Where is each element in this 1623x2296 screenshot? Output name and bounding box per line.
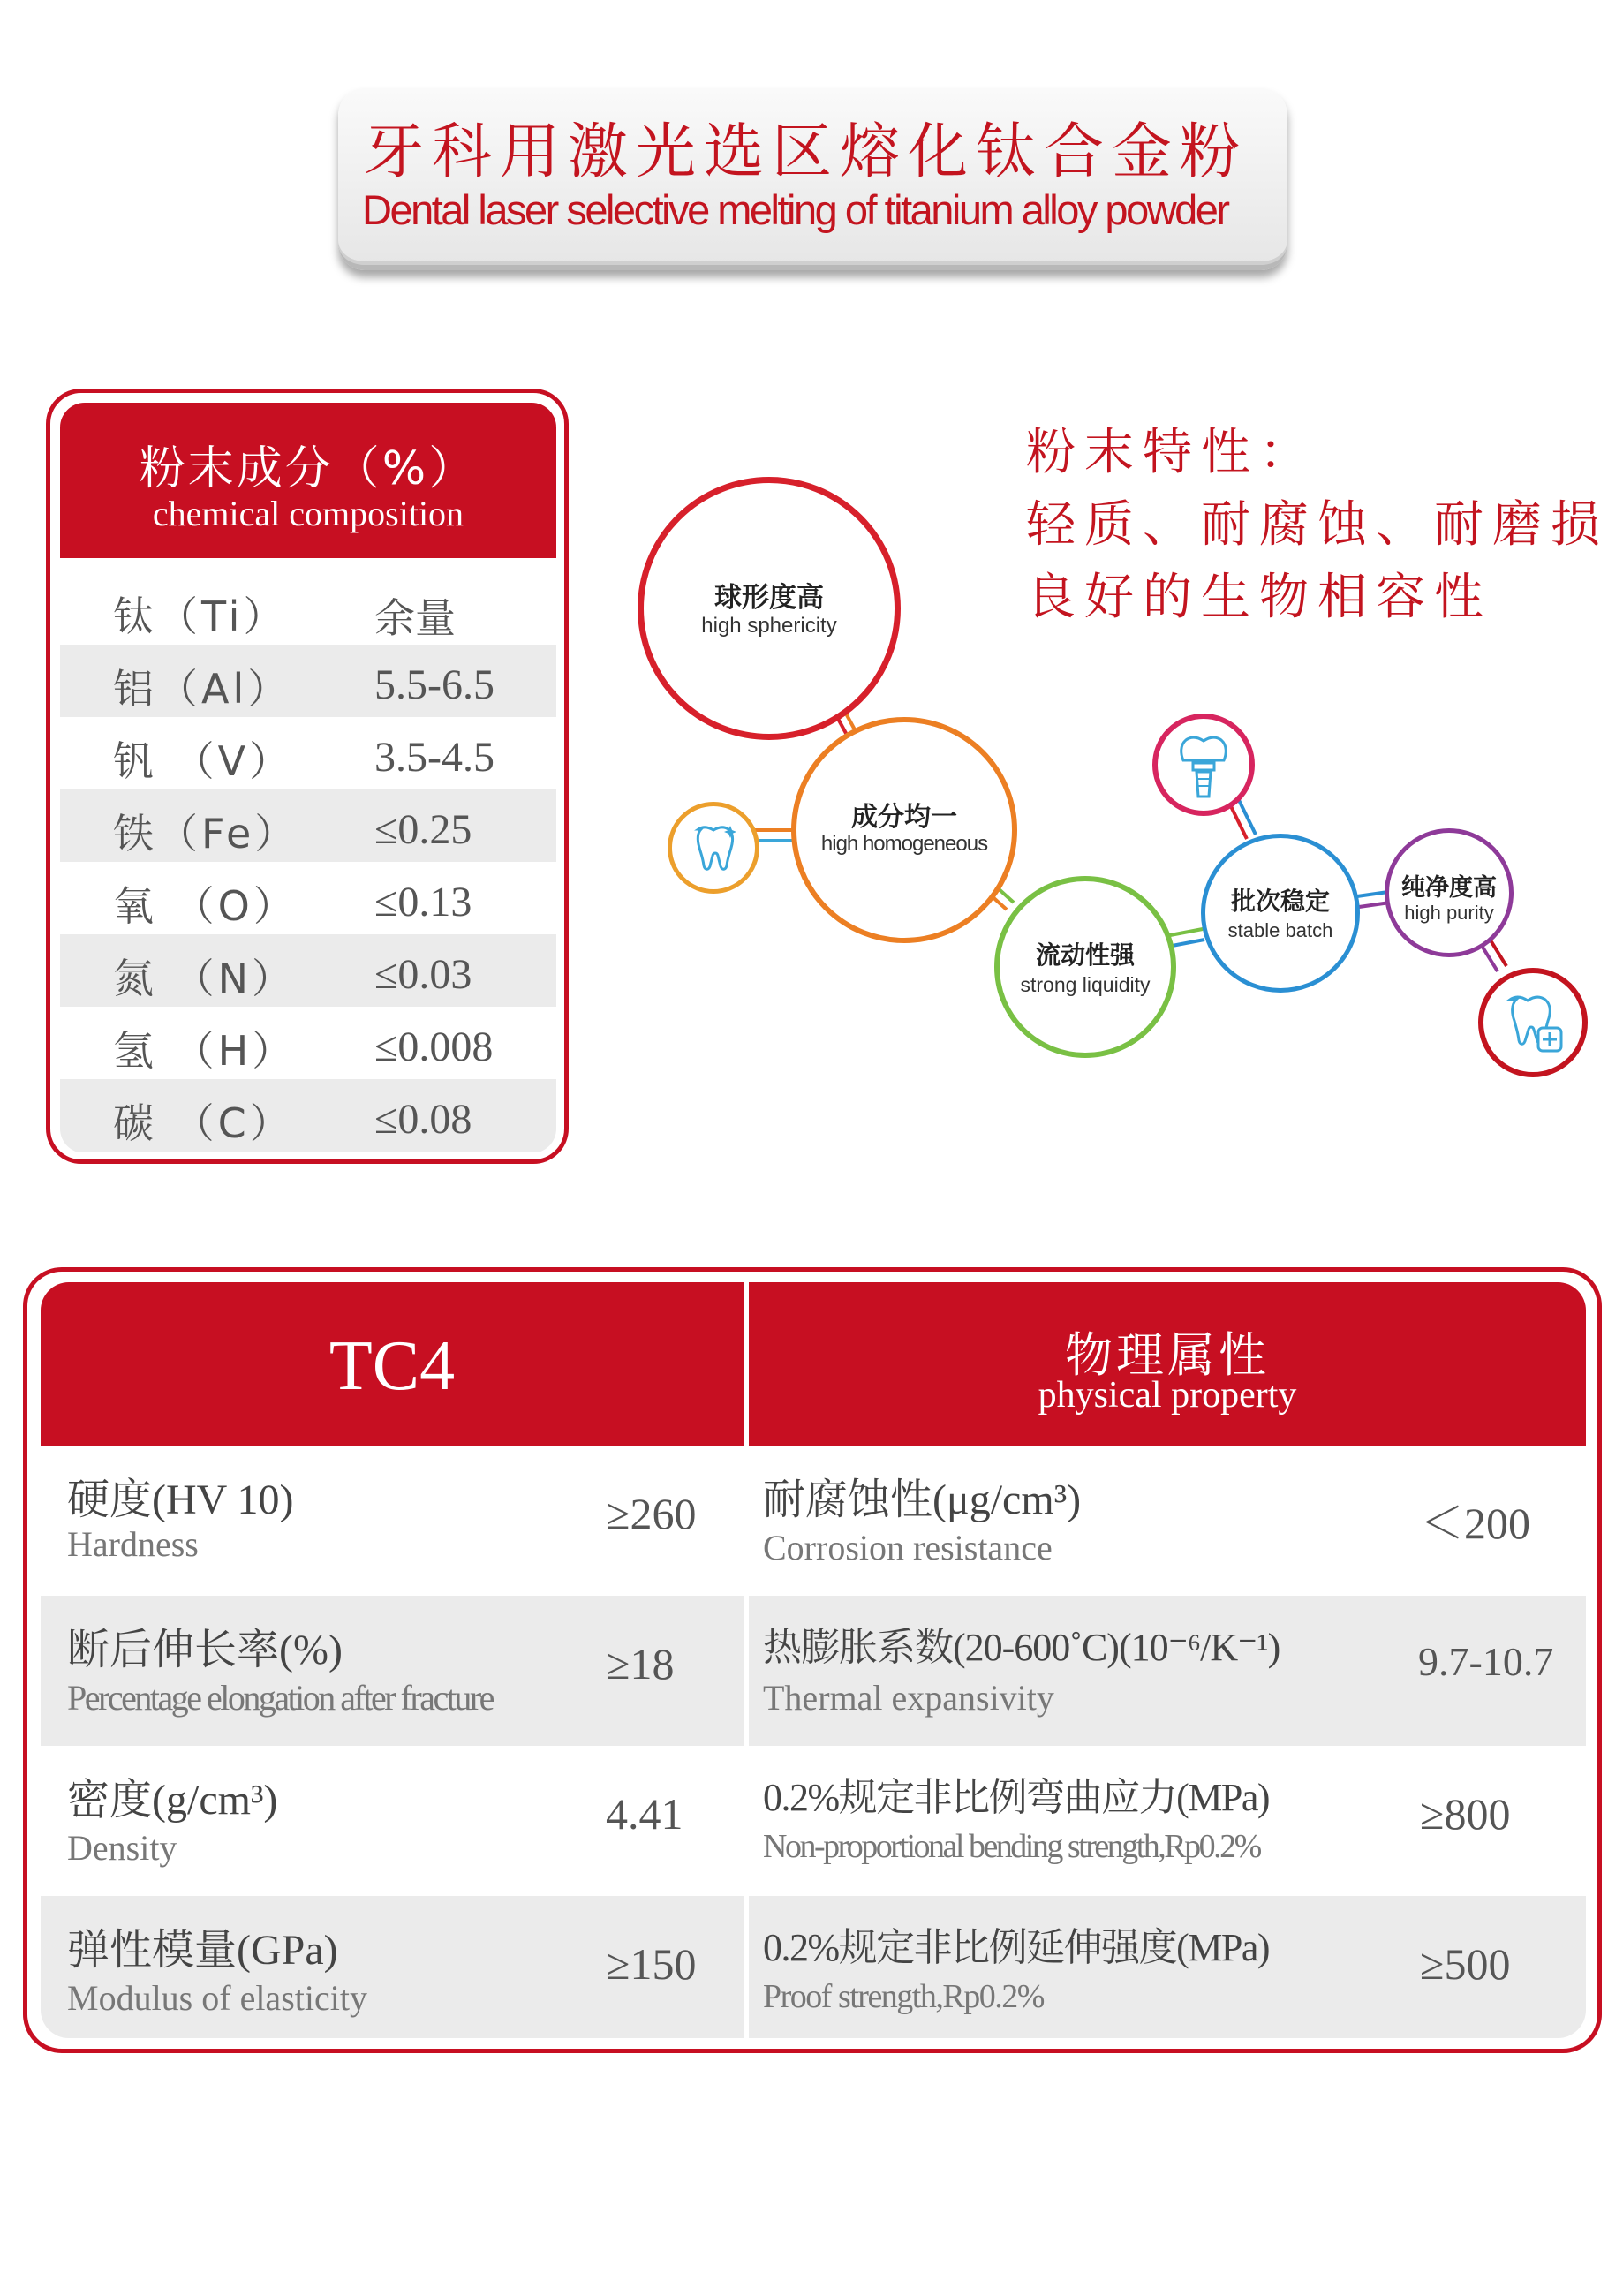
property-name-en: Thermal expansivity (763, 1678, 1054, 1718)
property-name-zh: 0.2%规定非比例延伸强度(MPa) (763, 1926, 1270, 1969)
element-value: ≤0.25 (374, 806, 472, 853)
bubble-label-en: strong liquidity (1020, 973, 1151, 996)
property-name-zh: 耐腐蚀性(μg/cm³) (763, 1477, 1082, 1523)
property-name-en: Hardness (67, 1524, 199, 1564)
bubble-label-zh: 纯净度高 (1401, 874, 1497, 902)
element-value: ≤0.03 (374, 951, 472, 998)
tooth-plus-icon (1478, 968, 1588, 1077)
element-name: 碳 （C） (113, 1099, 294, 1147)
connector-line (1166, 929, 1203, 936)
element-name: 氢 （H） (113, 1027, 297, 1075)
property-value: ＜200 (1420, 1499, 1530, 1548)
element-name: 钒 （V） (113, 737, 294, 785)
property-name-zh: 弹性模量(GPa) (67, 1927, 338, 1974)
property-name-en: Density (67, 1828, 177, 1868)
physical-property-table (41, 1282, 1586, 2038)
property-name-zh: 热膨胀系数(20-600˚C)(10⁻⁶/K⁻¹) (763, 1626, 1280, 1669)
property-name-en: Modulus of elasticity (67, 1978, 367, 2018)
property-row (749, 1446, 1586, 1596)
tooth-sparkle-icon (668, 802, 759, 894)
property-value: ≥260 (606, 1489, 697, 1538)
column-divider (744, 1282, 749, 2038)
property-row (749, 1596, 1586, 1746)
page-title-zh: 牙科用激光选区熔化钛合金粉 (364, 117, 1249, 187)
tc4-title: TC4 (328, 1327, 456, 1405)
property-name-zh: 断后伸长率(%) (67, 1627, 343, 1673)
page-title-en: Dental laser selective melting of titanium alloy powder (362, 186, 1228, 233)
property-name-en: Percentage elongation after fracture (67, 1678, 493, 1718)
features-line-1: 轻质、耐腐蚀、耐磨损 (1026, 496, 1609, 554)
property-name-en: Proof strength,Rp0.2% (763, 1978, 1044, 2015)
element-name: 钛（Ti） (113, 593, 288, 640)
property-name-en: Non-proportional bending strength,Rp0.2% (763, 1828, 1260, 1865)
property-name-zh: 密度(g/cm³) (67, 1777, 278, 1824)
element-value: 余量 (374, 594, 456, 642)
bubble-label-en: high sphericity (701, 614, 837, 638)
bubble-high-purity (1385, 828, 1514, 957)
physical-header-zh: 物理属性 (1065, 1327, 1270, 1383)
property-value: ≥500 (1420, 1939, 1511, 1989)
element-value: 5.5-6.5 (374, 661, 494, 708)
bubble-high-homogeneous (791, 717, 1017, 943)
property-row (41, 1896, 744, 2038)
bubble-label-zh: 流动性强 (1035, 940, 1135, 970)
property-name-zh: 0.2%规定非比例弯曲应力(MPa) (763, 1776, 1270, 1819)
property-name-zh: 硬度(HV 10) (67, 1477, 294, 1523)
element-value: ≤0.08 (374, 1096, 472, 1143)
bubble-label-en: high homogeneous (820, 832, 988, 856)
property-name-en: Corrosion resistance (763, 1528, 1053, 1567)
property-value: ≥800 (1420, 1789, 1511, 1839)
composition-header-zh: 粉末成分（%） (139, 442, 478, 495)
property-value: ≥150 (606, 1939, 697, 1989)
bubble-strong-liquidity (994, 876, 1176, 1058)
property-row (41, 1446, 744, 1596)
physical-header-en: physical property (1038, 1375, 1297, 1416)
bubble-label-zh: 批次稳定 (1230, 887, 1330, 916)
property-row (749, 1896, 1586, 2038)
element-name: 铁（Fe） (113, 810, 299, 857)
tooth-implant-icon (1152, 714, 1255, 816)
bubble-stable-batch (1201, 834, 1360, 993)
bubble-label-zh: 球形度高 (714, 582, 824, 614)
element-name: 铝（Al） (113, 665, 292, 713)
property-value: 9.7-10.7 (1418, 1639, 1554, 1684)
element-value: 3.5-4.5 (374, 734, 494, 781)
composition-header-en: chemical composition (152, 494, 464, 533)
features-line-2: 良好的生物相容性 (1026, 569, 1492, 626)
property-row (41, 1746, 744, 1896)
bubble-label-en: high purity (1404, 902, 1494, 924)
element-name: 氧 （O） (113, 882, 298, 930)
element-name: 氮 （N） (113, 955, 297, 1002)
bubble-label-en: stable batch (1227, 919, 1333, 941)
bubble-label-zh: 成分均一 (851, 802, 957, 833)
bubble-high-sphericity (638, 477, 901, 740)
element-value: ≤0.008 (374, 1023, 494, 1070)
property-value: 4.41 (606, 1789, 683, 1839)
property-row (749, 1746, 1586, 1896)
property-value: ≥18 (606, 1639, 675, 1688)
features-heading: 粉末特性： (1026, 424, 1317, 481)
property-row (41, 1596, 744, 1746)
element-value: ≤0.13 (374, 879, 472, 925)
